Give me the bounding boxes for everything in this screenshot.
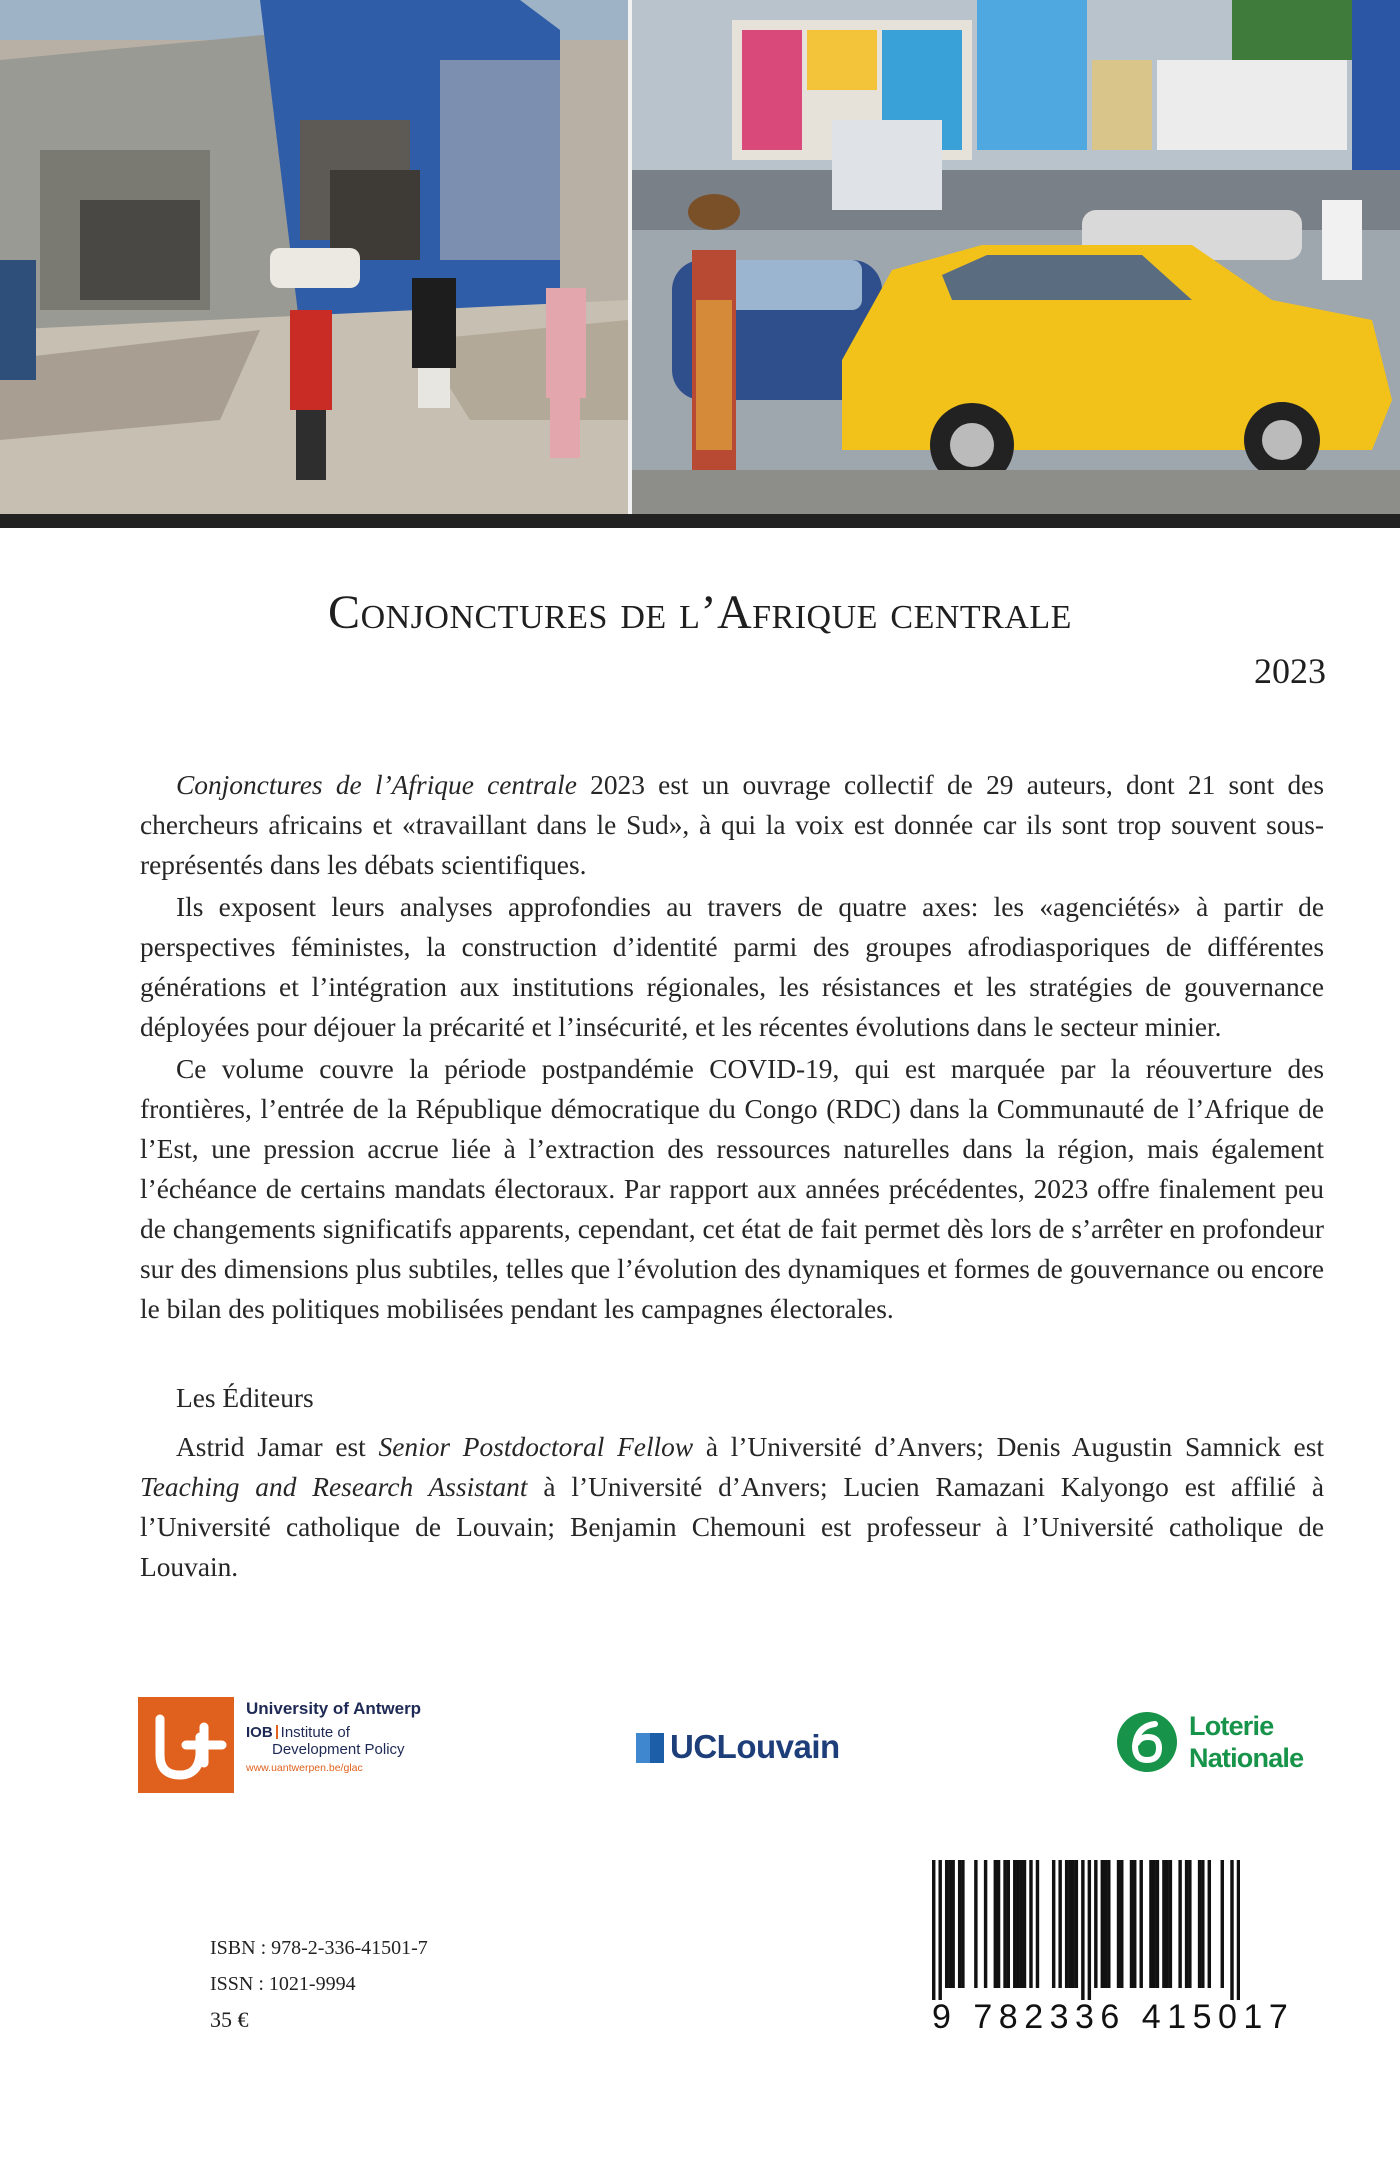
iob-line-3: Development Policy [272, 1741, 405, 1758]
photo-ruined-street [0, 0, 628, 514]
barcode-bar [1198, 1860, 1201, 1988]
barcode-bar [1075, 1860, 1078, 1988]
barcode-bar [1221, 1860, 1224, 1988]
bibliographic-info [210, 1930, 428, 2038]
barcode-number [932, 1998, 1295, 2037]
barcode-bar [1107, 1860, 1110, 1988]
summary-paragraph-3: Ce volume couvre la période postpandémie COVID-19, qui est marquée par la réouverture des frontières, l’entrée de la République démocratique du Congo (RDC) dans la Communauté de l’Afrique de l’Est, une pression accrue liée à l’extraction des ressources naturelles dans la région, mais également l’échéance de certains mandats électoraux. Par rapport aux années précédentes, 2023 offre finalement peu de changements significatifs apparents, cependant, cet état de fait permet dès lors de s’arrêter en profondeur sur des dimensions plus subtiles, telles que l’évolution des dynamiques et formes de gouvernance ou encore le bilan des politiques mobilisées pendant les campagnes électorales. [140, 1054, 1324, 1324]
barcode-bar [1139, 1860, 1142, 1988]
barcode-bar [1007, 1860, 1010, 1988]
barcode-bar [1065, 1860, 1068, 1988]
summary-paragraph-2: Ils exposent leurs analyses approfondies au travers de quatre axes: les «agenciétés» à partir de perspectives féministes, la construction d’identité parmi des groupes afrodiasporiques de différentes générations et l’intégration aux institutions régionales, les résistances et les stratégies de gouvernance déployées pour déjouer la précarité et l’insécurité, et les récentes évolutions dans le secteur minier. [140, 892, 1324, 1042]
barcode-bar [1052, 1860, 1055, 1988]
barcode-bar [1120, 1860, 1123, 1988]
barcode-bar [1162, 1860, 1165, 1988]
barcode-bar [1117, 1860, 1120, 1988]
barcode-bar [1013, 1860, 1016, 1988]
uantwerp-name: University of Antwerp [246, 1699, 422, 1718]
summary-text [140, 765, 1324, 1331]
barcode-bar [1188, 1860, 1191, 1988]
photo-taxi-street [632, 0, 1400, 514]
barcode-bar [1165, 1860, 1168, 1988]
barcode-first-digit: 9 [932, 1998, 958, 2036]
barcode-bar [945, 1860, 948, 1988]
barcode-bar [1185, 1860, 1188, 1988]
barcode-guard-bar [1088, 1860, 1091, 2000]
barcode-bar [1071, 1860, 1074, 1988]
barcode-bar [1020, 1860, 1023, 1988]
barcode-bar [1104, 1860, 1107, 1988]
uantwerp-mark-icon [138, 1697, 234, 1793]
barcode-bar [1178, 1860, 1181, 1988]
editors-bio [140, 1427, 1324, 1587]
barcode-bar [1156, 1860, 1159, 1988]
barcode-bar [1094, 1860, 1097, 1988]
issn: ISSN : 1021-9994 [210, 1973, 356, 1995]
price: 35 € [210, 2007, 249, 2032]
ean-barcode [932, 1860, 1295, 2036]
barcode-bar [1130, 1860, 1133, 1988]
barcode-guard-bar [938, 1860, 941, 2000]
loterie-nationale-logo [1115, 1706, 1315, 1786]
photo-band-rule [0, 514, 1400, 528]
iob-line-2: Institute of [280, 1724, 350, 1741]
barcode-guard-bar [1081, 1860, 1084, 2000]
barcode-group-2: 415017 [1141, 1998, 1295, 2036]
book-title: Conjonctures de l’Afrique centrale [328, 586, 1072, 639]
loterie-line-2: Nationale [1189, 1743, 1304, 1773]
editors-bio-part-2: à l’Université d’Anvers; Denis Augustin Samnick est [693, 1432, 1324, 1462]
barcode-bar [1208, 1860, 1211, 1988]
barcode-bars [932, 1860, 1240, 2000]
iob-divider [276, 1725, 278, 1739]
barcode-bar [1201, 1860, 1204, 1988]
barcode-bar [997, 1860, 1000, 1988]
summary-p1-text: 2023 est un ouvrage collectif de 29 auteurs, dont 21 sont des chercheurs africains et «travaillant dans le Sud», à qui la voix est donnée car ils sont trop souvent sous-représentés dans les débats scientifiques. [140, 770, 1324, 880]
barcode-bar [1036, 1860, 1039, 1988]
summary-title-italic: Conjonctures de l’Afrique centrale [176, 770, 577, 800]
isbn: ISBN : 978-2-336-41501-7 [210, 1937, 428, 1959]
barcode-guard-bar [932, 1860, 935, 2000]
barcode-bar [984, 1860, 987, 1988]
barcode-bar [1133, 1860, 1136, 1988]
barcode-bar [961, 1860, 964, 1988]
barcode-bar [1058, 1860, 1061, 1988]
editors-bio-part-1: Astrid Jamar est [176, 1432, 379, 1462]
editors-bio-italic-1: Senior Postdoctoral Fellow [378, 1432, 694, 1462]
summary-paragraph-1 [140, 765, 1324, 885]
barcode-bar [1016, 1860, 1019, 1988]
book-year: 2023 [1254, 651, 1326, 691]
barcode-bar [1101, 1860, 1104, 1988]
barcode-bar [958, 1860, 961, 1988]
loterie-line-1: Loterie [1189, 1711, 1274, 1741]
barcode-bar [1149, 1860, 1152, 1988]
barcode-bar [994, 1860, 997, 1988]
uantwerp-url: www.uantwerpen.be/glac [246, 1762, 363, 1774]
cover-photo-band [0, 0, 1400, 514]
barcode-bar [1003, 1860, 1006, 1988]
barcode-bar [1068, 1860, 1071, 1988]
barcode-bar [1169, 1860, 1172, 1988]
uclouvain-name: UCLouvain [670, 1728, 840, 1765]
iob-acronym: IOB [246, 1724, 273, 1741]
barcode-bar [974, 1860, 977, 1988]
barcode-guard-bar [1237, 1860, 1240, 2000]
uclouvain-square-icon [636, 1733, 664, 1763]
barcode-bar [951, 1860, 954, 1988]
university-of-antwerp-logo [138, 1697, 438, 1795]
loterie-six-icon [1115, 1710, 1179, 1774]
barcode-group-1: 782336 [973, 1998, 1126, 2036]
barcode-bar [1152, 1860, 1155, 1988]
editors-heading: Les Éditeurs [176, 1383, 314, 1413]
barcode-guard-bar [1230, 1860, 1233, 2000]
editors-bio-part-3: à l’Université d’Anvers; Lucien Ramazani Kalyongo est affilié à l’Université catholique de Louvain; Benjamin Chemouni est professeur à l’Université catholique de Louvain. [140, 1472, 1324, 1582]
barcode-bar [1023, 1860, 1026, 1988]
editors-bio-italic-2: Teaching and Research Assistant [140, 1472, 528, 1502]
barcode-bar [1029, 1860, 1032, 1988]
barcode-bar [948, 1860, 951, 1988]
